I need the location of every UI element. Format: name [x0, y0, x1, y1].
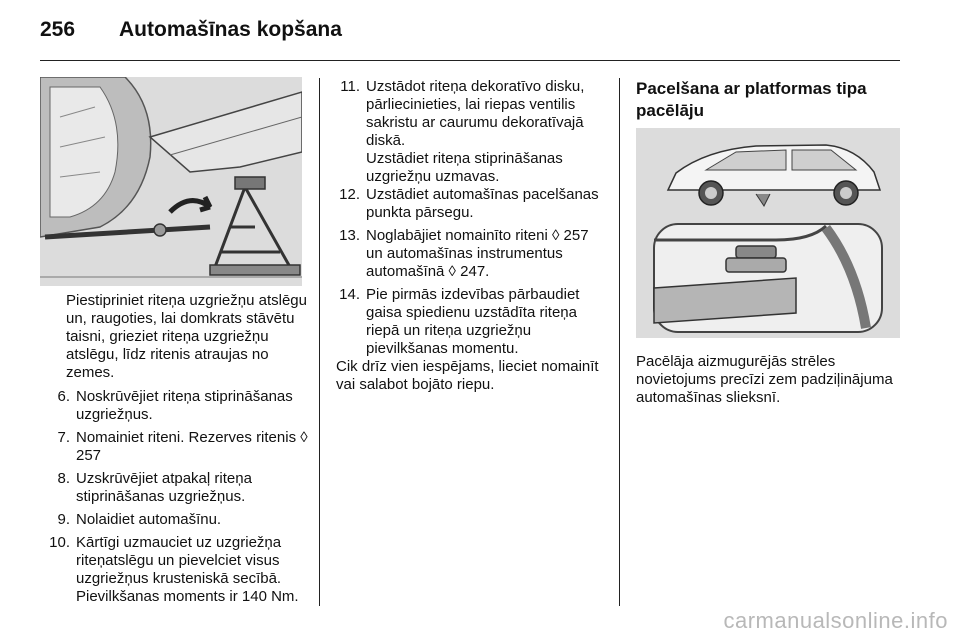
closing-paragraph: Cik drīz vien iespējams, lieciet nomainīt vai salabot bojāto riepu.: [336, 358, 599, 393]
column-divider-2: [619, 78, 620, 606]
watermark: carmanualsonline.info: [723, 608, 948, 633]
list-item: [40, 388, 308, 424]
page-title: Automašīnas kopšana: [119, 18, 342, 41]
step-number: 12.: [339, 186, 360, 203]
step-text: Uzstādot riteņa dekoratīvo disku, pārliecinieties, lai riepas ventilis sakristu ar caurumu dekoratīvajā diskā.: [366, 78, 585, 149]
step-text: Noglabājiet nomainīto riteni ◊ 257 un automašīnas instrumentus automašīnā ◊ 247.: [366, 227, 589, 280]
header-rule: [40, 60, 900, 61]
list-item: [330, 227, 602, 281]
jack-illustration: [40, 77, 302, 286]
step-number: 9.: [57, 511, 70, 528]
step-text: Uzstādiet automašīnas pacelšanas punkta pārsegu.: [366, 186, 599, 221]
column-divider-1: [319, 78, 320, 606]
step-text: Noskrūvējiet riteņa stiprināšanas uzgriežņus.: [76, 388, 293, 423]
step-number: 6.: [57, 388, 70, 405]
list-item: [330, 286, 602, 358]
page-number: 256: [40, 18, 76, 41]
step-text: Kārtīgi uzmauciet uz uzgriežņa riteņatslēgu un pievelciet visus uzgriežņus krusteniskā secībā. Pievilkšanas moments ir 140 Nm.: [76, 534, 299, 605]
section-heading: Pacelšana ar platformas tipa pacēlāju: [636, 79, 867, 120]
list-item: [40, 511, 308, 529]
step-number: 13.: [339, 227, 360, 244]
intro-paragraph: Piestipriniet riteņa uzgriežņu atslēgu un, raugoties, lai domkrats stāvētu taisni, grieziet riteņa uzgriežņu atslēgu, līdz ritenis atraujas no zemes.: [66, 292, 307, 381]
step-text: Nomainiet riteni. Rezerves ritenis ◊ 257: [76, 429, 308, 464]
middle-column-text: [330, 78, 602, 394]
step-number: 8.: [57, 470, 70, 487]
steps-list-middle: [330, 78, 602, 150]
list-item: [330, 186, 602, 222]
list-item: [40, 534, 308, 606]
jack-drawing: [40, 77, 302, 286]
lift-paragraph: Pacēlāja aizmugurējās strēles novietojums precīzi zem padziļinājuma automašīnas slieksnī.: [636, 353, 893, 406]
step-number: 10.: [49, 534, 70, 551]
list-item: [330, 78, 602, 150]
steps-list-middle-2: [330, 186, 602, 358]
list-item: [40, 429, 308, 465]
steps-list-left: [40, 388, 308, 606]
step-number: 14.: [339, 286, 360, 303]
step-number: 11.: [340, 78, 360, 95]
lift-illustration: [636, 128, 900, 338]
step-text: Uzskrūvējiet atpakaļ riteņa stiprināšanas uzgriežņus.: [76, 470, 252, 505]
list-item: [40, 470, 308, 506]
step-text: Nolaidiet automašīnu.: [76, 511, 222, 528]
right-column-text: [636, 353, 900, 407]
step-sub-paragraph: Uzstādiet riteņa stiprināšanas uzgriežņu uzmavas.: [366, 150, 563, 185]
step-text: Pie pirmās izdevības pārbaudiet gaisa spiedienu uzstādīta riteņa riepā un riteņa uzgriežņu pievilkšanas momentu.: [366, 286, 580, 357]
lift-drawing: [636, 128, 900, 338]
step-number: 7.: [57, 429, 70, 446]
left-column-text: [40, 292, 308, 611]
